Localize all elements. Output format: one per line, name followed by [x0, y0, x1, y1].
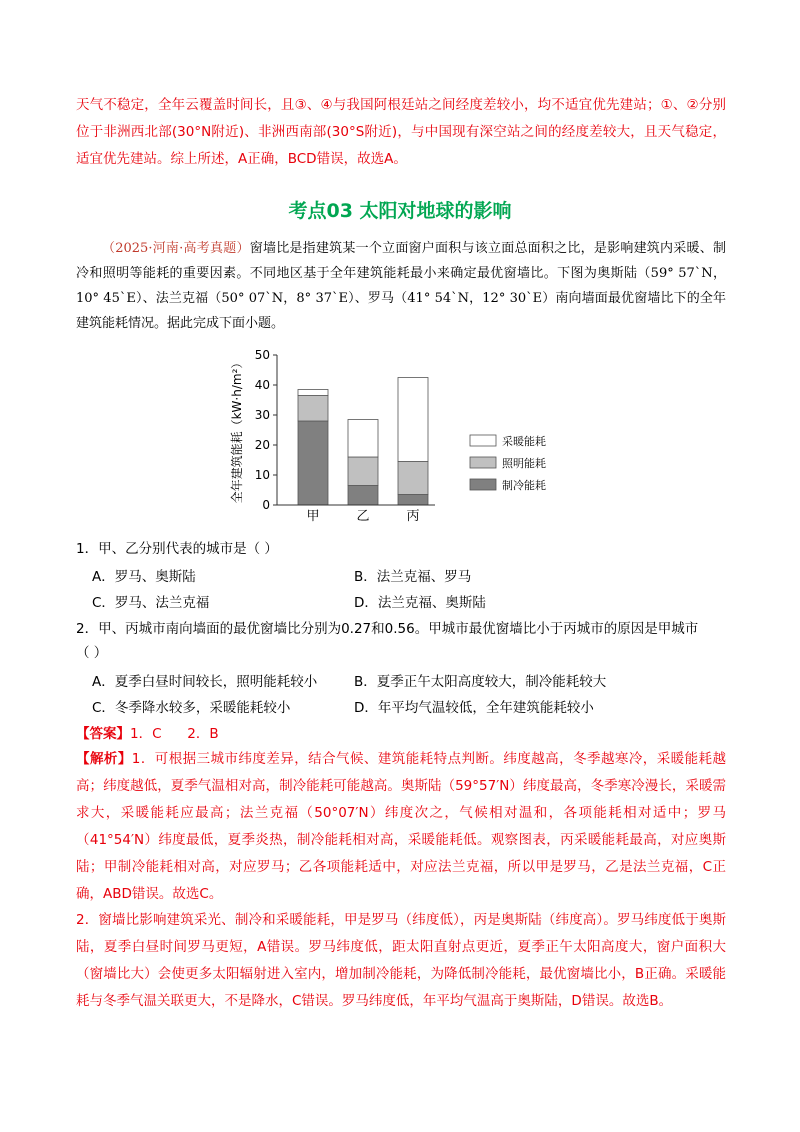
y-tick-label: 0: [262, 498, 270, 512]
bar-segment-乙-照明能耗: [348, 457, 378, 486]
y-tick-label: 20: [254, 438, 270, 452]
analysis-p2: 2．窗墙比影响建筑采光、制冷和采暖能耗，甲是罗马（纬度低），丙是奥斯陆（纬度高）。罗马纬度低于奥斯陆，夏季白昼时间罗马更短，A错误。罗马纬度低，距太阳直射点更近，夏季正午太阳高度大，窗户面积大（窗墙比大）会使更多太阳辐射进入室内，增加制冷能耗，为降低制冷能耗，最优窗墙比小，B正确。采暖能耗与冬季气温关联更大，不是降水，C错误。罗马纬度低，年平均气温高于奥斯陆，D错误。故选B。: [76, 912, 726, 1009]
legend-label: 照明能耗: [502, 457, 546, 470]
energy-chart: [225, 340, 585, 530]
bar-segment-甲-照明能耗: [298, 396, 328, 422]
question-source: （2025·河南·高考真题）: [102, 241, 250, 256]
y-tick-label: 40: [254, 378, 270, 392]
analysis-text-1: 1．可根据三城市纬度差异，结合气候、建筑能耗特点判断。纬度越高，冬季越寒冷，采暖能耗越高；纬度越低，夏季气温相对高，制冷能耗可能越高。奥斯陆（59°57′N）纬度最高，冬季寒冷漫长，采暖需求大，采暖能耗应最高；法兰克福（50°07′N）纬度次之，气候相对温和，各项能耗相对适中；罗马（41°54′N）纬度最低，夏季炎热，制冷能耗相对高，采暖能耗低。观察图表，丙采暖能耗最高，对应奥斯陆；甲制冷能耗相对高，对应罗马；乙各项能耗适中，对应法兰克福，所以甲是罗马，乙是法兰克福，C正确，ABD错误。故选C。: [76, 751, 727, 902]
answer-line: [76, 722, 219, 742]
bar-segment-丙-照明能耗: [398, 462, 428, 495]
answer-label: 【答案】: [76, 726, 130, 742]
legend-swatch-照明能耗: [470, 457, 496, 468]
q1-option-b[interactable]: B．法兰克福、罗马: [354, 569, 472, 585]
y-tick-label: 50: [254, 348, 270, 362]
q2-option-d[interactable]: D．年平均气温较低，全年建筑能耗较小: [354, 700, 594, 716]
q2-stem-bracket: （ ）: [76, 645, 108, 661]
y-tick-label: 10: [254, 468, 270, 482]
q1-option-a[interactable]: A．罗马、奥斯陆: [92, 569, 196, 585]
q2-option-b[interactable]: B．夏季正午太阳高度较大，制冷能耗较大: [354, 674, 607, 690]
section-heading: 考点03 太阳对地球的影响: [288, 200, 512, 222]
x-tick-label: 乙: [356, 509, 370, 524]
legend-swatch-采暖能耗: [470, 435, 496, 446]
bar-segment-丙-制冷能耗: [398, 495, 428, 506]
legend-label: 采暖能耗: [502, 435, 546, 448]
x-tick-label: 甲: [306, 509, 320, 524]
analysis-label: 【解析】: [76, 751, 132, 767]
bar-segment-甲-制冷能耗: [298, 421, 328, 505]
chart-legend: [470, 434, 546, 492]
bar-segment-乙-采暖能耗: [348, 420, 378, 458]
q2-option-c[interactable]: C．冬季降水较多，采暖能耗较小: [92, 700, 291, 716]
q2-stem: 2．甲、丙城市南向墙面的最优窗墙比分别为0.27和0.56。甲城市最优窗墙比小于丙城市的原因是甲城市: [76, 621, 699, 637]
y-axis-label: 全年建筑能耗（kW·h/m²）: [230, 356, 244, 504]
intro-text: 窗墙比是指建筑某一个立面窗户面积与该立面总面积之比，是影响建筑内采暖、制冷和照明等能耗的重要因素。不同地区基于全年建筑能耗最小来确定最优窗墙比。下图为奥斯陆（59° 57`N，10° 45`E）、法兰克福（50° 07`N，8° 37`E）、罗马（41° 54`N，12° 30`E）南向墙面最优窗墙比下的全年建筑能耗情况。据此完成下面小题。: [76, 241, 726, 331]
legend-swatch-制冷能耗: [470, 479, 496, 490]
previous-analysis-text: 天气不稳定，全年云覆盖时间长，且③、④与我国阿根廷站之间经度差较小，均不适宜优先建站；①、②分别位于非洲西北部(30°N附近)、非洲西南部(30°S附近)，与中国现有深空站之间的经度差较大，且天气稳定，适宜优先建站。综上所述，A正确，BCD错误，故选A。: [76, 97, 726, 167]
q1-option-c[interactable]: C．罗马、法兰克福: [92, 595, 210, 611]
analysis-p1: [76, 746, 726, 908]
q2-option-a[interactable]: A．夏季白昼时间较长，照明能耗较小: [92, 674, 318, 690]
y-tick-label: 30: [254, 408, 270, 422]
chart-bars: [298, 378, 428, 506]
bar-segment-丙-采暖能耗: [398, 378, 428, 462]
q1-stem: 1．甲、乙分别代表的城市是（ ）: [76, 541, 278, 557]
x-tick-label: 丙: [406, 509, 420, 524]
legend-label: 制冷能耗: [502, 479, 546, 492]
bar-segment-乙-制冷能耗: [348, 486, 378, 506]
q1-option-d[interactable]: D．法兰克福、奥斯陆: [354, 595, 486, 611]
question-intro: [76, 236, 726, 336]
bar-segment-甲-采暖能耗: [298, 390, 328, 396]
answer-text: 1．C 2．B: [130, 726, 219, 742]
